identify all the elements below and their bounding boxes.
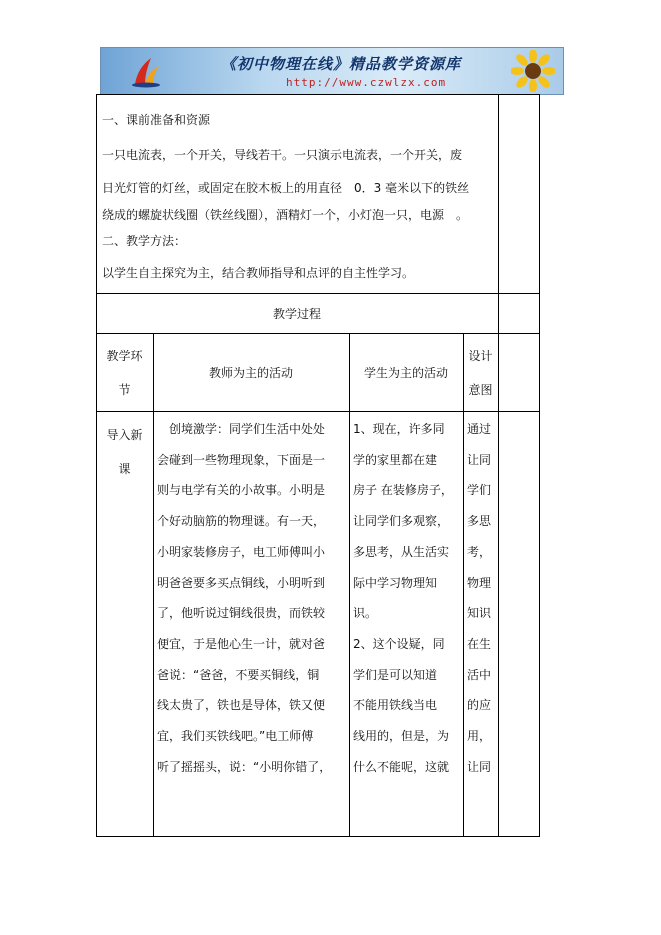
- design-intent-line: 用，: [467, 729, 492, 743]
- student-activity-line: 2、这个设疑，同: [353, 636, 445, 651]
- teacher-activity-line: 会碰到一些物理现象，下面是一: [157, 452, 326, 467]
- teacher-activity-line: 明爸爸要多买点铜线，小明听到: [157, 575, 326, 590]
- design-intent-line: 让同: [467, 759, 492, 774]
- design-intent-line: 多思: [467, 514, 492, 529]
- method-text: 以学生自主探究为主，结合教师指导和点评的自主性学习。: [102, 266, 415, 280]
- header-intent-line-2: 意图: [468, 383, 493, 397]
- header-stage-line-1: 教学环: [106, 349, 143, 363]
- header-intent-line-1: 设计: [468, 349, 493, 363]
- stylized-logo-icon: [129, 54, 163, 88]
- student-activity-line: 不能用铁线当电: [353, 698, 438, 713]
- method-heading: 二、教学方法：: [102, 234, 187, 248]
- teacher-activity-line: 创境激学：同学们生活中处处: [157, 422, 326, 436]
- design-intent-line: 知识: [467, 606, 492, 621]
- stage-line-1: 导入新: [106, 428, 143, 442]
- teacher-activity-line: 便宜，于是他心生一计，就对爸: [157, 636, 326, 651]
- student-activity-line: 1、现在，许多同: [353, 422, 445, 436]
- design-intent-line: 的应: [467, 698, 492, 713]
- prep-line-1: 一只电流表，一个开关，导线若干。一只演示电流表，一个开关，废: [102, 148, 463, 162]
- process-title: 教学过程: [272, 307, 321, 321]
- teacher-activity-line: 宜，我们买铁线吧。”电工师傅: [157, 729, 314, 743]
- site-banner: [100, 47, 564, 95]
- teacher-activity-line: 了，他听说过铜线很贵，而铁较: [157, 606, 326, 621]
- student-activity-line: 学的家里都在建: [353, 452, 438, 467]
- stage-line-2: 课: [118, 462, 131, 476]
- teacher-activity-line: 个好动脑筋的物理谜。有一天，: [157, 514, 326, 529]
- banner-url[interactable]: http://www.czwlzx.com: [286, 76, 447, 89]
- design-intent-line: 学们: [467, 483, 492, 498]
- design-intent-line: 活中: [467, 667, 492, 682]
- header-teacher-activity: 教师为主的活动: [208, 366, 293, 380]
- prep-line-3: 绕成的螺旋状线圈（铁丝线圈），酒精灯一个，小灯泡一只，电源 。: [102, 208, 469, 222]
- teacher-activity-line: 小明家装修房子，电工师傅叫小: [157, 544, 326, 559]
- design-intent-line: 通过: [467, 422, 492, 436]
- student-activity-line: 识。: [353, 606, 378, 621]
- design-intent-line: 考，: [467, 544, 492, 559]
- student-activity-line: 房子 在装修房子，: [353, 483, 453, 498]
- student-activity-line: 际中学习物理知: [353, 575, 438, 590]
- student-activity-line: 什么不能呢，这就: [353, 759, 450, 774]
- teacher-activity-line: 线太贵了，铁也是导体，铁又便: [157, 698, 326, 713]
- student-activity-line: 多思考，从生活实: [353, 544, 450, 559]
- teacher-activity-line: 则与电学有关的小故事。小明是: [157, 483, 326, 498]
- prep-line-2: 日光灯管的灯丝，或固定在胶木板上的用直径 0．3 毫米以下的铁丝: [102, 181, 470, 195]
- design-intent-line: 物理: [467, 575, 492, 590]
- teacher-activity-line: 爸说：“爸爸，不要买铜线，铜: [157, 667, 320, 682]
- sunflower-icon: [511, 50, 555, 92]
- design-intent-line: 在生: [467, 636, 492, 651]
- banner-title: 《初中物理在线》精品教学资源库: [221, 55, 462, 73]
- header-stage-line-2: 节: [118, 383, 131, 397]
- teacher-activity-line: 听了摇摇头，说：“小明你错了，: [157, 759, 332, 774]
- student-activity-line: 学们是可以知道: [353, 667, 438, 682]
- design-intent-line: 让同: [467, 452, 492, 467]
- prep-heading: 一、课前准备和资源: [102, 113, 211, 127]
- student-activity-line: 线用的，但是，为: [353, 729, 450, 743]
- student-activity-line: 让同学们多观察，: [353, 514, 450, 529]
- header-student-activity: 学生为主的活动: [363, 366, 448, 380]
